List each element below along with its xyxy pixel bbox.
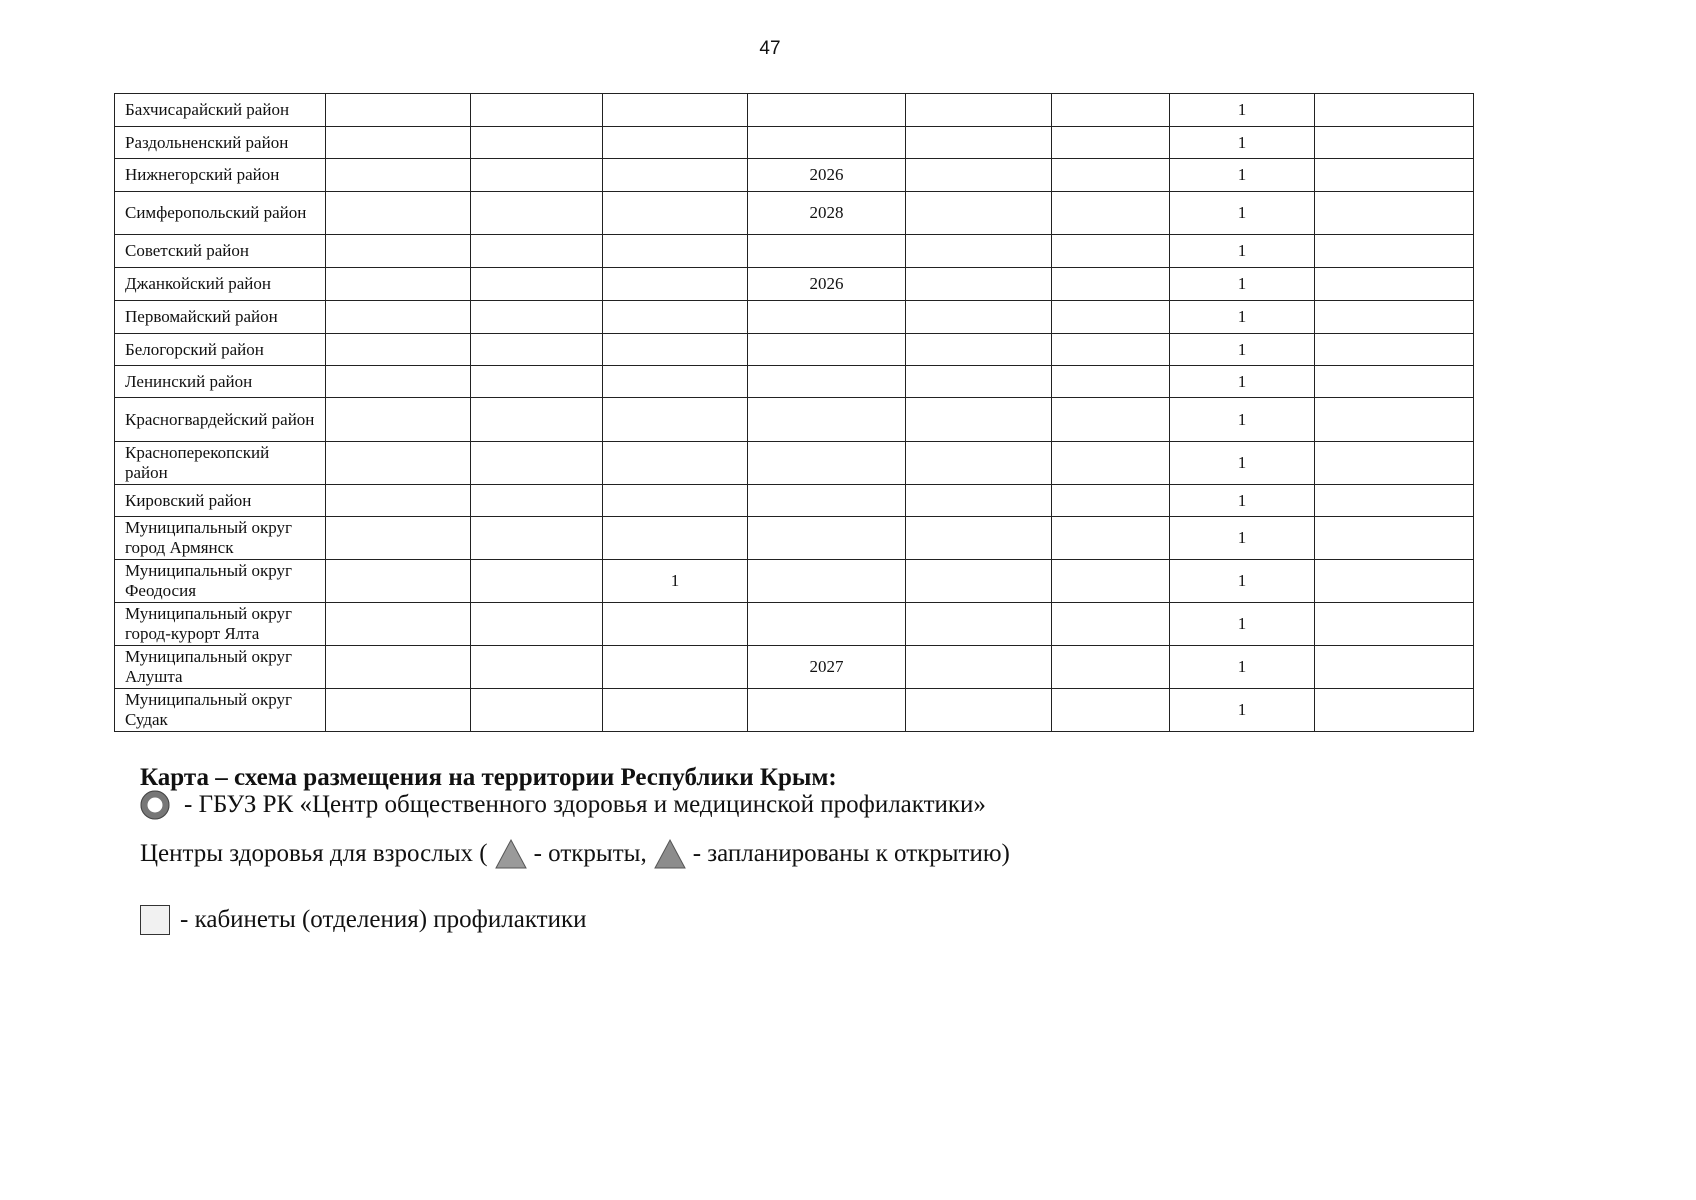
value-cell [748, 235, 906, 268]
value-cell [1052, 127, 1170, 159]
legend-title: Карта – схема размещения на территории Республики Крым: [140, 764, 837, 791]
value-cell [471, 560, 603, 603]
value-cell: 1 [1170, 159, 1315, 192]
value-cell [1052, 366, 1170, 398]
table-row [115, 127, 1474, 159]
value-cell: 1 [1170, 646, 1315, 689]
value-cell: 1 [1170, 127, 1315, 159]
value-cell: 1 [1170, 517, 1315, 560]
value-cell [471, 301, 603, 334]
value-cell [906, 689, 1052, 732]
region-name-cell: Кировский район [115, 485, 326, 517]
value-cell [1315, 94, 1474, 127]
value-cell: 1 [1170, 366, 1315, 398]
value-cell [1052, 334, 1170, 366]
value-cell [1052, 268, 1170, 301]
page-number: 47 [759, 38, 781, 59]
value-cell [471, 646, 603, 689]
legend-health-planned: - запланированы к открытию) [692, 840, 1010, 867]
value-cell [603, 268, 748, 301]
value-cell [326, 366, 471, 398]
value-cell: 1 [1170, 334, 1315, 366]
value-cell [1315, 485, 1474, 517]
value-cell: 1 [1170, 442, 1315, 485]
value-cell [603, 301, 748, 334]
value-cell [603, 689, 748, 732]
triangle-icon-open [494, 838, 528, 870]
value-cell: 1 [1170, 235, 1315, 268]
region-name-cell: Муниципальный округ город-курорт Ялта [115, 603, 326, 646]
value-cell: 1 [1170, 603, 1315, 646]
value-cell [603, 485, 748, 517]
value-cell [748, 398, 906, 442]
region-name-cell: Муниципальный округ Алушта [115, 646, 326, 689]
value-cell [471, 94, 603, 127]
value-cell [1052, 442, 1170, 485]
square-icon [140, 905, 170, 935]
value-cell [748, 689, 906, 732]
legend-cabinet-text: - кабинеты (отделения) профилактики [180, 906, 587, 933]
value-cell: 1 [1170, 94, 1315, 127]
legend-health-prefix: Центры здоровья для взрослых ( [140, 840, 488, 867]
value-cell [1052, 235, 1170, 268]
table-row [115, 268, 1474, 301]
region-name-cell: Бахчисарайский район [115, 94, 326, 127]
triangle-icon-planned [653, 838, 687, 870]
value-cell [748, 301, 906, 334]
value-cell [1052, 603, 1170, 646]
value-cell [906, 560, 1052, 603]
value-cell [471, 366, 603, 398]
table-row [115, 366, 1474, 398]
value-cell [1052, 301, 1170, 334]
legend-center-text: - ГБУЗ РК «Центр общественного здоровья и медицинской профилактики» [184, 791, 986, 818]
value-cell [1315, 603, 1474, 646]
value-cell [326, 192, 471, 235]
value-cell [326, 646, 471, 689]
value-cell [1052, 485, 1170, 517]
value-cell [326, 442, 471, 485]
table-row [115, 301, 1474, 334]
value-cell [471, 127, 603, 159]
table-row [115, 603, 1474, 646]
value-cell: 1 [1170, 192, 1315, 235]
ring-icon [140, 790, 170, 820]
value-cell [906, 603, 1052, 646]
table-row [115, 334, 1474, 366]
value-cell [748, 334, 906, 366]
region-name-cell: Белогорский район [115, 334, 326, 366]
value-cell [471, 485, 603, 517]
legend-center-row [140, 790, 986, 820]
value-cell [471, 159, 603, 192]
table-row [115, 159, 1474, 192]
region-name-cell: Муниципальный округ Феодосия [115, 560, 326, 603]
value-cell [1315, 517, 1474, 560]
value-cell [1315, 268, 1474, 301]
value-cell [326, 127, 471, 159]
value-cell [906, 485, 1052, 517]
value-cell [1052, 192, 1170, 235]
value-cell [1315, 334, 1474, 366]
value-cell: 2026 [748, 159, 906, 192]
value-cell [471, 442, 603, 485]
value-cell: 2026 [748, 268, 906, 301]
value-cell [326, 689, 471, 732]
value-cell [1315, 127, 1474, 159]
value-cell [1315, 689, 1474, 732]
value-cell [1315, 301, 1474, 334]
table-row [115, 442, 1474, 485]
value-cell [748, 560, 906, 603]
legend-health-row [140, 838, 1010, 870]
value-cell [326, 398, 471, 442]
value-cell [1052, 689, 1170, 732]
value-cell [1315, 159, 1474, 192]
value-cell [1052, 517, 1170, 560]
value-cell [906, 192, 1052, 235]
region-name-cell: Красногвардейский район [115, 398, 326, 442]
value-cell: 2027 [748, 646, 906, 689]
table-row [115, 517, 1474, 560]
value-cell [471, 334, 603, 366]
value-cell [603, 398, 748, 442]
value-cell [1052, 560, 1170, 603]
region-name-cell: Муниципальный округ Судак [115, 689, 326, 732]
value-cell [1052, 94, 1170, 127]
value-cell [471, 192, 603, 235]
region-name-cell: Симферопольский район [115, 192, 326, 235]
table-row [115, 689, 1474, 732]
region-name-cell: Советский район [115, 235, 326, 268]
value-cell [748, 442, 906, 485]
table-row [115, 398, 1474, 442]
value-cell [1315, 646, 1474, 689]
region-name-cell: Нижнегорский район [115, 159, 326, 192]
value-cell [603, 94, 748, 127]
value-cell [906, 159, 1052, 192]
value-cell [326, 301, 471, 334]
value-cell [603, 235, 748, 268]
value-cell [1315, 366, 1474, 398]
legend-health-open: - открыты, [533, 840, 647, 867]
value-cell [748, 366, 906, 398]
value-cell: 1 [603, 560, 748, 603]
value-cell [748, 94, 906, 127]
value-cell [1052, 398, 1170, 442]
value-cell [326, 159, 471, 192]
value-cell [603, 442, 748, 485]
value-cell [326, 603, 471, 646]
value-cell [906, 127, 1052, 159]
value-cell [471, 398, 603, 442]
table-row [115, 560, 1474, 603]
value-cell [1052, 159, 1170, 192]
region-name-cell: Красноперекопский район [115, 442, 326, 485]
value-cell [471, 603, 603, 646]
value-cell [471, 268, 603, 301]
value-cell: 2028 [748, 192, 906, 235]
value-cell [906, 301, 1052, 334]
legend-cabinet-row [140, 905, 586, 935]
value-cell [906, 334, 1052, 366]
value-cell [603, 366, 748, 398]
table-body [115, 94, 1474, 732]
value-cell [326, 94, 471, 127]
value-cell [326, 268, 471, 301]
value-cell [906, 517, 1052, 560]
table-row [115, 485, 1474, 517]
table-row [115, 235, 1474, 268]
value-cell [1315, 235, 1474, 268]
value-cell [603, 192, 748, 235]
value-cell [471, 689, 603, 732]
table-row [115, 192, 1474, 235]
region-name-cell: Муниципальный округ город Армянск [115, 517, 326, 560]
table-row [115, 646, 1474, 689]
value-cell: 1 [1170, 689, 1315, 732]
value-cell: 1 [1170, 398, 1315, 442]
value-cell [748, 517, 906, 560]
value-cell [906, 94, 1052, 127]
value-cell [326, 235, 471, 268]
value-cell [471, 517, 603, 560]
value-cell [1315, 398, 1474, 442]
value-cell [906, 366, 1052, 398]
table-row [115, 94, 1474, 127]
value-cell [603, 517, 748, 560]
region-name-cell: Раздольненский район [115, 127, 326, 159]
value-cell [748, 603, 906, 646]
value-cell: 1 [1170, 485, 1315, 517]
value-cell [603, 127, 748, 159]
value-cell [1315, 442, 1474, 485]
value-cell [603, 334, 748, 366]
value-cell: 1 [1170, 268, 1315, 301]
value-cell [326, 560, 471, 603]
value-cell [326, 334, 471, 366]
value-cell [603, 646, 748, 689]
value-cell: 1 [1170, 560, 1315, 603]
region-name-cell: Первомайский район [115, 301, 326, 334]
value-cell [1315, 192, 1474, 235]
value-cell [906, 268, 1052, 301]
value-cell [748, 127, 906, 159]
value-cell [906, 235, 1052, 268]
value-cell [906, 442, 1052, 485]
value-cell [1052, 646, 1170, 689]
value-cell [603, 603, 748, 646]
value-cell [326, 485, 471, 517]
value-cell [1315, 560, 1474, 603]
value-cell [471, 235, 603, 268]
region-name-cell: Джанкойский район [115, 268, 326, 301]
value-cell: 1 [1170, 301, 1315, 334]
value-cell [906, 398, 1052, 442]
value-cell [603, 159, 748, 192]
value-cell [906, 646, 1052, 689]
value-cell [326, 517, 471, 560]
region-name-cell: Ленинский район [115, 366, 326, 398]
value-cell [748, 485, 906, 517]
regions-table [114, 93, 1474, 732]
